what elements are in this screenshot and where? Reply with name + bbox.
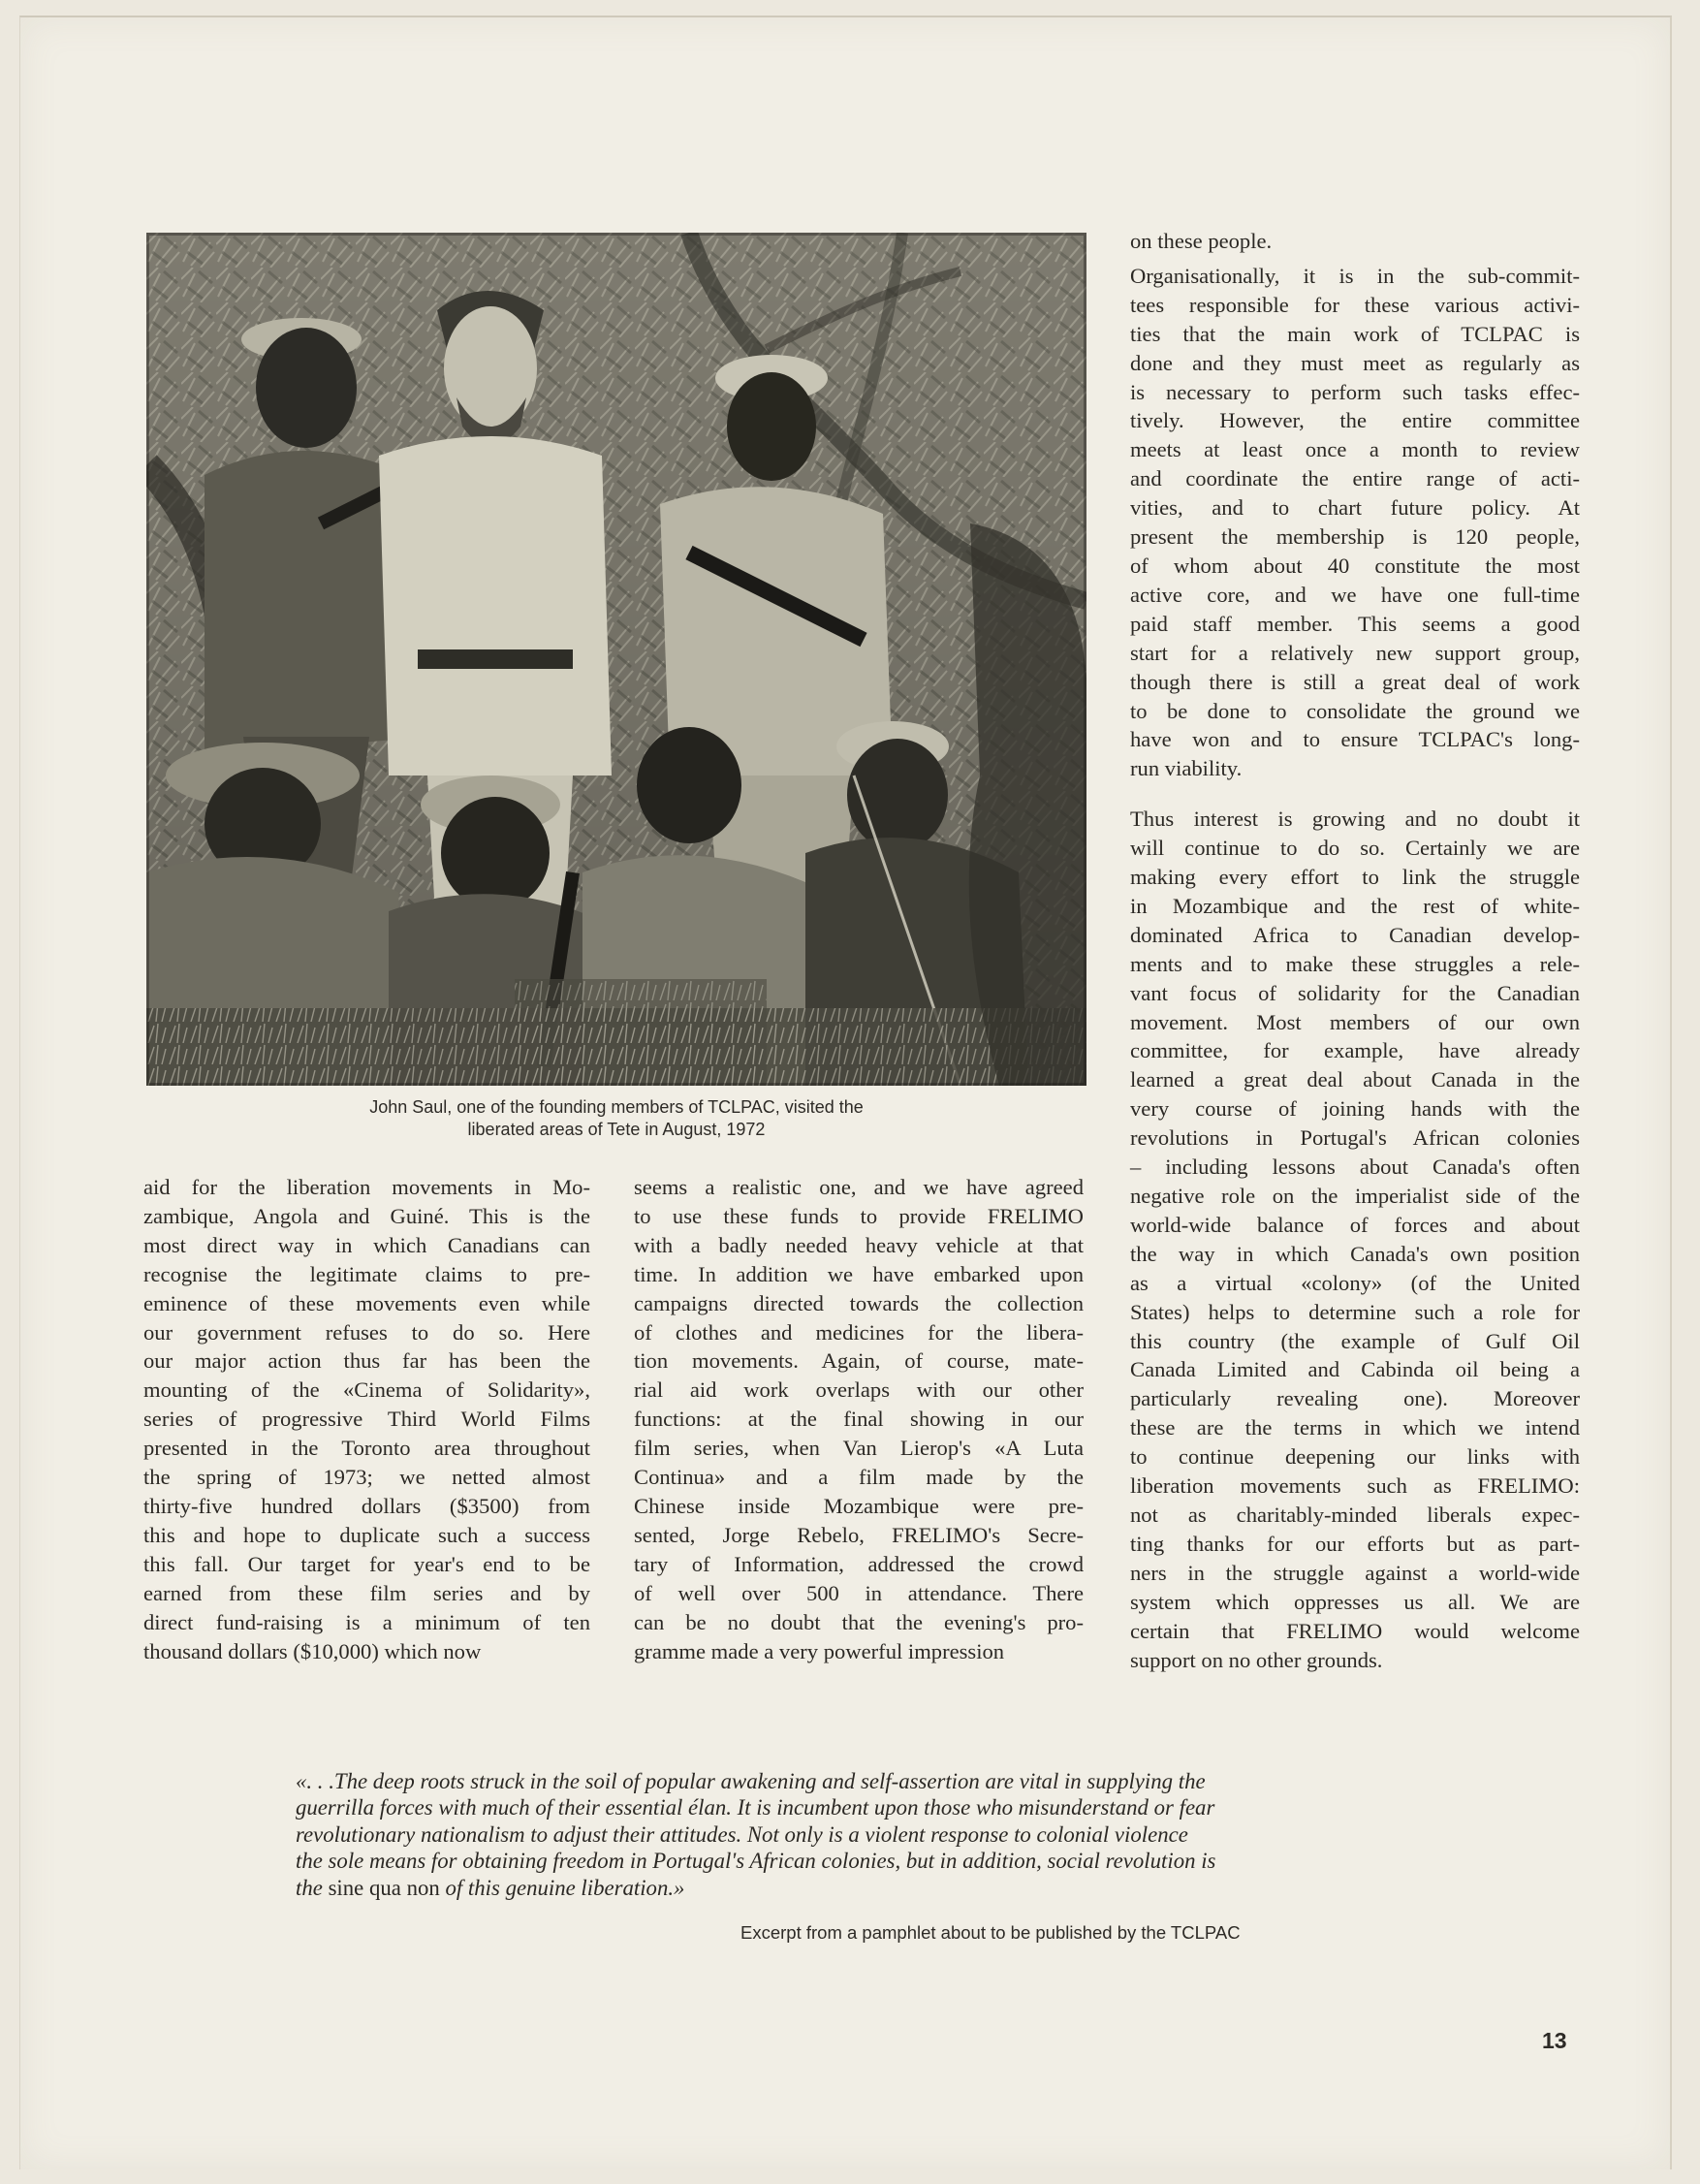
text-line: ting thanks for our efforts but as part- [1130,1531,1580,1556]
text-line: zambique, Angola and Guiné. This is the [143,1203,590,1228]
text-line: series of progressive Third World Films [143,1407,590,1432]
text-line: ners in the struggle against a world-wide [1130,1560,1580,1585]
text-line: to continue deepening our links with [1130,1444,1580,1470]
text-line: of well over 500 in attendance. There [634,1580,1084,1605]
text-line: system which oppresses us all. We are [1130,1589,1580,1614]
text-line: dominated Africa to Canadian develop- [1130,922,1580,947]
text-line: to use these funds to provide FRELIMO [634,1203,1084,1228]
text-line: paid staff member. This seems a good [1130,611,1580,636]
text-line: active core, and we have one full-time [1130,582,1580,607]
article-column-1 [143,1173,590,1665]
text-line: as a virtual «colony» (of the United [1130,1270,1580,1295]
text-line: gramme made a very powerful impression [634,1638,1005,1663]
text-line: making every effort to link the struggle [1130,865,1580,890]
text-line: seems a realistic one, and we have agreed [634,1175,1084,1199]
text-line: though there is still a great deal of work [1130,669,1580,694]
text-line: this and hope to duplicate such a success [143,1522,590,1547]
text-line: will continue to do so. Certainly we are [1130,836,1580,861]
page-number: 13 [1542,2028,1567,2053]
text-line: on these people. [1130,229,1273,253]
text-line: tively. However, the entire committee [1130,408,1580,433]
text-line: in Mozambique and the rest of white- [1130,893,1580,918]
text-line: ties that the main work of TCLPAC is [1130,321,1580,346]
text-line: Canada Limited and Cabinda oil being a [1130,1357,1580,1382]
text-line: thousand dollars ($10,000) which now [143,1638,482,1663]
pull-quote [296,1768,1430,1901]
text-line: meets at least once a month to review [1130,437,1580,462]
quote-line: revolutionary nationalism to adjust their attitudes. Not only is a violent response to colonial violence [296,1821,1188,1847]
text-line: particularly revealing one). Moreover [1130,1386,1580,1411]
photo-caption [195,1096,1038,1141]
photograph-image [146,233,1086,1086]
text-line: our major action thus far has been the [143,1348,590,1374]
quote-line: the sole means for obtaining freedom in Portugal's African colonies, but in addition, social revolution is [296,1849,1216,1874]
caption-line: liberated areas of Tete in August, 1972 [467,1120,766,1139]
text-line: present the membership is 120 people, [1130,524,1580,550]
text-line: aid for the liberation movements in Mo- [143,1175,590,1199]
text-line: the way in which Canada's own position [1130,1241,1580,1266]
text-line: earned from these film series and by [143,1580,590,1605]
text-line: have won and to ensure TCLPAC's long- [1130,727,1580,752]
text-line: revolutions in Portugal's African colonies [1130,1125,1580,1151]
text-line: sented, Jorge Rebelo, FRELIMO's Secre- [634,1522,1084,1547]
article-column-3 [1130,227,1580,1674]
article-column-2 [634,1173,1084,1665]
text-line: done and they must meet as regularly as [1130,350,1580,375]
text-line: not as charitably-minded liberals expec- [1130,1502,1580,1527]
text-line: eminence of these movements even while [143,1290,590,1315]
quote-source: Excerpt from a pamphlet about to be published by the TCLPAC [740,1922,1241,1943]
text-line: most direct way in which Canadians can [143,1232,590,1257]
quote-line-last [296,1875,1430,1901]
text-line: and coordinate the entire range of acti- [1130,466,1580,491]
text-line: certain that FRELIMO would welcome [1130,1618,1580,1643]
text-line: Organisationally, it is in the sub-commit- [1130,263,1580,288]
text-line: committee, for example, have already [1130,1038,1580,1063]
text-line: mounting of the «Cinema of Solidarity», [143,1377,590,1403]
text-line: very course of joining hands with the [1130,1096,1580,1122]
text-line: – including lessons about Canada's often [1130,1155,1580,1180]
quote-latin-phrase: sine qua non [328,1875,440,1900]
text-line: ments and to make these struggles a rele- [1130,951,1580,976]
paper-sheet [19,16,1672,2169]
text-line: presented in the Toronto area throughout [143,1436,590,1461]
text-line: time. In addition we have embarked upon [634,1261,1084,1286]
text-line: vant focus of solidarity for the Canadian [1130,980,1580,1005]
paragraph-gap [1130,783,1580,805]
caption-line: John Saul, one of the founding members of TCLPAC, visited the [369,1097,864,1117]
text-line: movement. Most members of our own [1130,1009,1580,1034]
text-line: film series, when Van Lierop's «A Luta [634,1436,1084,1461]
text-line: tion movements. Again, of course, mate- [634,1348,1084,1374]
text-line: States) helps to determine such a role for [1130,1299,1580,1324]
text-line: with a badly needed heavy vehicle at that [634,1232,1084,1257]
text-line: this fall. Our target for year's end to be [143,1551,590,1576]
text-line: recognise the legitimate claims to pre- [143,1261,590,1286]
text-line: direct fund-raising is a minimum of ten [143,1609,590,1634]
text-line: tees responsible for these various activi- [1130,292,1580,317]
photograph [146,233,1086,1086]
text-line: Chinese inside Mozambique were pre- [634,1493,1084,1518]
text-line: to be done to consolidate the ground we [1130,698,1580,723]
text-line: can be no doubt that the evening's pro- [634,1609,1084,1634]
quote-line: «. . .The deep roots struck in the soil of popular awakening and self-assertion are vital in supplying the [296,1769,1206,1793]
text-line: this country (the example of Gulf Oil [1130,1328,1580,1353]
text-line: is necessary to perform such tasks effec- [1130,379,1580,404]
text-line: support on no other grounds. [1130,1647,1383,1672]
text-line: tary of Information, addressed the crowd [634,1551,1084,1576]
text-line: start for a relatively new support group, [1130,640,1580,665]
text-line: world-wide balance of forces and about [1130,1212,1580,1237]
text-line: the spring of 1973; we netted almost [143,1465,590,1490]
text-line: these are the terms in which we intend [1130,1415,1580,1440]
text-line: of whom about 40 constitute the most [1130,553,1580,578]
text-line: of clothes and medicines for the libera- [634,1319,1084,1345]
text-line: rial aid work overlaps with our other [634,1377,1084,1403]
text-line: liberation movements such as FRELIMO: [1130,1473,1580,1499]
text-line: thirty-five hundred dollars ($3500) from [143,1493,590,1518]
bleed-through-mark [873,1671,884,1691]
text-line: campaigns directed towards the collection [634,1290,1084,1315]
text-line: negative role on the imperialist side of the [1130,1184,1580,1208]
quote-fragment: the [296,1875,329,1900]
text-line: our government refuses to do so. Here [143,1319,590,1345]
text-line: Continua» and a film made by the [634,1465,1084,1490]
text-line: learned a great deal about Canada in the [1130,1067,1580,1092]
quote-fragment: of this genuine liberation.» [439,1875,685,1900]
text-line: Thus interest is growing and no doubt it [1130,807,1580,832]
quote-line: guerrilla forces with much of their essential élan. It is incumbent upon those who misunderstand or fear [296,1795,1215,1820]
text-line: functions: at the final showing in our [634,1407,1084,1432]
text-line: vities, and to chart future policy. At [1130,495,1580,521]
text-line: run viability. [1130,756,1243,781]
